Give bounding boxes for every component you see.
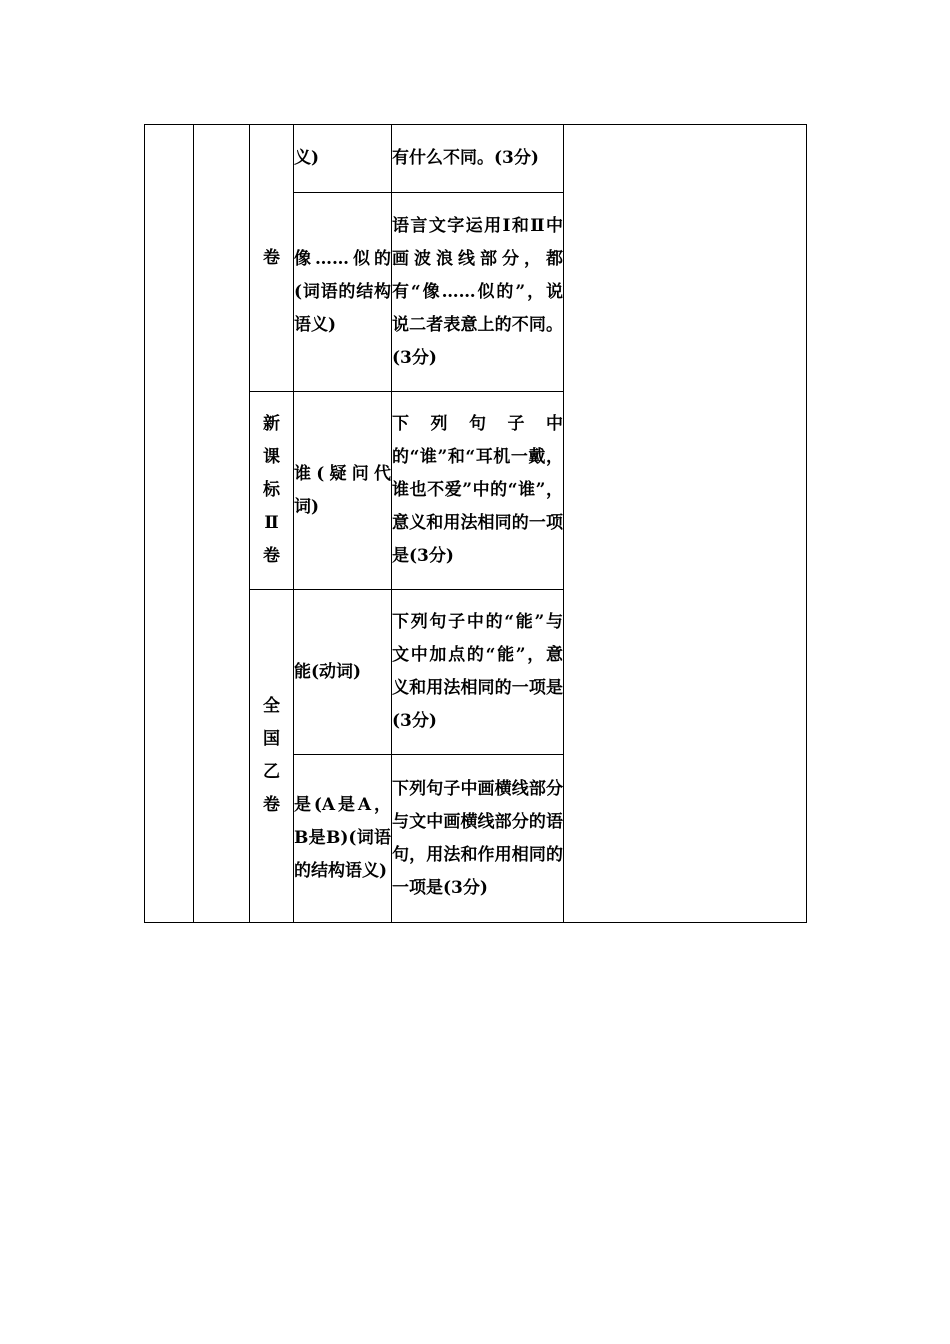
knowledge-point-cell	[294, 590, 392, 755]
question-text: 语言文字运用Ⅰ和Ⅱ中画波浪线部分，都有“像……似的”，说说二者表意上的不同。(3分)	[392, 215, 563, 368]
question-text: 下列句子中画横线部分与文中画横线部分的语句，用法和作用相同的一项是(3分)	[392, 778, 563, 898]
exam-analysis-table	[144, 124, 807, 923]
question-cell	[392, 590, 564, 755]
knowledge-point-text: 是(A是A，B是B)(词语的结构语义)	[294, 795, 391, 881]
question-cell	[392, 755, 564, 923]
blank-column-2	[194, 125, 250, 923]
knowledge-point-cell	[294, 755, 392, 923]
blank-column-1	[145, 125, 194, 923]
exam-paper-label: 全国乙卷	[263, 696, 280, 815]
exam-paper-label: 卷	[263, 247, 280, 268]
question-cell	[392, 125, 564, 193]
knowledge-point-text: 义)	[294, 148, 320, 168]
exam-paper-cell	[250, 392, 294, 590]
table-row	[145, 125, 807, 193]
exam-paper-label: 新课标Ⅱ卷	[263, 414, 280, 566]
question-text: 下列句子中的“谁”和“耳机一戴，谁也不爱”中的“谁”，意义和用法相同的一项是(3分)	[392, 414, 563, 566]
knowledge-point-text: 像……似的(词语的结构语义)	[294, 248, 391, 335]
question-cell	[392, 193, 564, 392]
knowledge-point-text: 谁(疑问代词)	[294, 463, 391, 517]
question-cell	[392, 392, 564, 590]
blank-column-last	[564, 125, 807, 923]
knowledge-point-cell	[294, 193, 392, 392]
exam-paper-cell	[250, 125, 294, 392]
exam-paper-cell	[250, 590, 294, 923]
knowledge-point-cell	[294, 125, 392, 193]
knowledge-point-cell	[294, 392, 392, 590]
question-text: 有什么不同。(3分)	[392, 148, 539, 168]
knowledge-point-text: 能(动词)	[294, 661, 362, 682]
question-text: 下列句子中的“能”与文中加点的“能”，意义和用法相同的一项是(3分)	[392, 612, 563, 731]
